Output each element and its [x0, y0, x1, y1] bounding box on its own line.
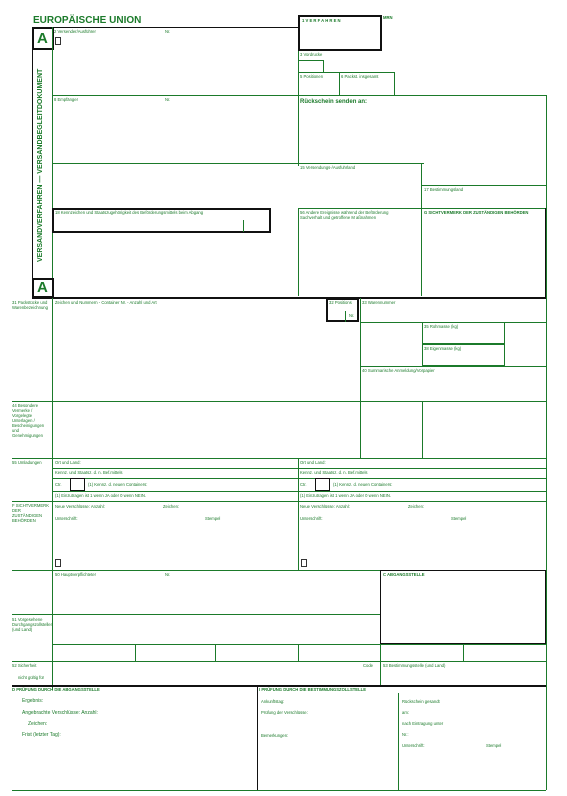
field-5-label: 5 Positionen [300, 74, 324, 79]
rueckschein-label: Rückschein senden an: [300, 99, 368, 105]
letter-a-bottom: A [37, 279, 48, 296]
d-frist: Frist (letzter Tag): [22, 732, 61, 738]
left-eintrag: (1) Einzutragen ist 1 wenn JA oder 0 wenn NEIN. [55, 493, 147, 498]
field-52-sub-label: nicht gültig für [18, 675, 45, 680]
checkbox-f-left[interactable] [55, 559, 61, 567]
side-title: VERSANDVERFAHREN — VERSANDBEGLEITDOKUMENT [37, 68, 44, 262]
left-kennz: Kennz. und Staatsz. d. n. Bef.mittels [55, 470, 123, 475]
left-ort-land: Ort und Land: [55, 460, 81, 465]
right-ctr: Ctr. [300, 482, 307, 487]
field-56-label: 56 Andere Ereignisse während der Beförderung [300, 210, 389, 215]
i-ankunft: Ankunftstag: [261, 699, 285, 704]
r-nr: Nr.: [402, 732, 409, 737]
left-ctr: Ctr. [55, 482, 62, 487]
field-56-sub-label: Sachverhalt und getroffene M aßnahmen [300, 215, 377, 220]
verfahren-label: 1 V E R F A H R E N [302, 18, 341, 23]
field-2-nr-label: Nr. [165, 29, 171, 34]
left-ctr-box[interactable] [70, 478, 85, 491]
field-15-label: 15 Versendungs-/Ausfuhrland [300, 165, 356, 170]
r-gesandt: Rückschein gesandt [402, 699, 440, 704]
code-label: Code [363, 663, 374, 668]
field-52-label: 52 Sicherheit [12, 663, 37, 668]
field-8-nr-label: Nr. [165, 97, 171, 102]
field-18-label: 18 Kennzeichen und Staatszugehörigkeit des Beförderungsmittels beim Abgang [55, 210, 204, 215]
field-3-label: 3 Vordrucke [300, 52, 323, 57]
field-31-label: 31 Packstücke und Warenbezeichnung [12, 300, 48, 310]
mrn-label: MRN [383, 15, 393, 20]
field-i-label: I PRÜFUNG DURCH DIE BESTIMMUNGSZOLLSTELLE [259, 687, 367, 692]
form-title: EUROPÄISCHE UNION [33, 15, 142, 26]
field-8-label: 8 Empfänger [54, 97, 78, 102]
field-6-label: 6 Packst. insgesamt [341, 74, 379, 79]
right-eintrag: (1) Einzutragen ist 1 wenn JA oder 0 wenn NEIN. [300, 493, 392, 498]
d-angebracht: Angebrachte Verschlüsse: Anzahl: [22, 710, 98, 716]
r-stempel: Stempel [486, 743, 502, 748]
d-zeichen: Zeichen: [28, 721, 48, 727]
left-unterschrift: Unterschrift: [55, 516, 78, 521]
field-2-label: 2 Versender/Ausführer [54, 29, 96, 34]
left-stempel: Stempel [205, 516, 221, 521]
field-55-label: 55 Umladungen [12, 460, 42, 465]
field-32-nr-label: Nr. [349, 313, 355, 318]
r-unterschrift: Unterschrift: [402, 743, 425, 748]
checkbox-f-right[interactable] [301, 559, 307, 567]
letter-a-top: A [37, 30, 48, 47]
field-38-label: 38 Eigenmasse (kg) [424, 346, 462, 351]
field-17-label: 17 Bestimmungsland [424, 187, 464, 192]
field-c-box[interactable] [380, 570, 546, 644]
field-35-label: 35 Rohmasse (kg) [424, 324, 459, 329]
right-unterschrift: Unterschrift: [300, 516, 323, 521]
field-50-label: 50 Hauptverpflichteter [55, 572, 96, 577]
right-zeichen: Zeichen: [408, 504, 425, 509]
left-kennz-neu: (1) Kennz. d. neuen Containers: [88, 482, 148, 487]
field-d-label: D PRÜFUNG DURCH DIE ABGANGSSTELLE [12, 687, 100, 692]
field-44-label: 44 Besondere Vermerke / Vorgelegte Unterlagen / Bescheinigungen und Genehmigungen [12, 403, 45, 438]
right-neue-verschluesse: Neue Verschlüsse: Anzahl: [300, 504, 350, 509]
d-ergebnis: Ergebnis: [22, 698, 44, 704]
left-neue-verschluesse: Neue Verschlüsse: Anzahl: [55, 504, 105, 509]
r-am: am: [402, 710, 409, 715]
field-53-label: 53 Bestimmungsstelle (und Land) [383, 663, 446, 668]
right-kennz: Kennz. und Staatsz. d. n. Bef.mittels [300, 470, 368, 475]
field-33-label: 33 Warennummer [362, 300, 396, 305]
right-ort-land: Ort und Land: [300, 460, 326, 465]
field-f-label: F SICHTVERMERK DER ZUSTÄNDIGEN BEHÖRDEN [12, 503, 49, 523]
r-nach: nach Eintragung unter [402, 721, 444, 726]
checkbox-2[interactable] [55, 37, 61, 45]
left-zeichen: Zeichen: [163, 504, 180, 509]
right-kennz-neu: (1) Kennz. d. neuen Containers: [333, 482, 393, 487]
field-32-label: 32 Positions [329, 300, 352, 305]
field-51-label: 51 Vorgesehene Durchgangszollstellen (und Land) [12, 617, 53, 632]
i-bemerkungen: Bemerkungen: [261, 733, 289, 738]
field-31-column-label: Zeichen und Nummern - Container Nr. - Anzahl und Art [55, 300, 157, 305]
i-pruefung: Prüfung der Verschlüsse: [261, 710, 308, 715]
right-ctr-box[interactable] [315, 478, 330, 491]
field-g-label: G SICHTVERMERK DER ZUSTÄNDIGEN BEHÖRDEN [424, 210, 529, 215]
field-c-label: C ABGANGSSTELLE [383, 572, 425, 577]
right-stempel: Stempel [451, 516, 467, 521]
field-50-nr-label: Nr. [165, 572, 171, 577]
field-40-label: 40 Summarische Anmeldung/Vorpapier [362, 368, 435, 373]
